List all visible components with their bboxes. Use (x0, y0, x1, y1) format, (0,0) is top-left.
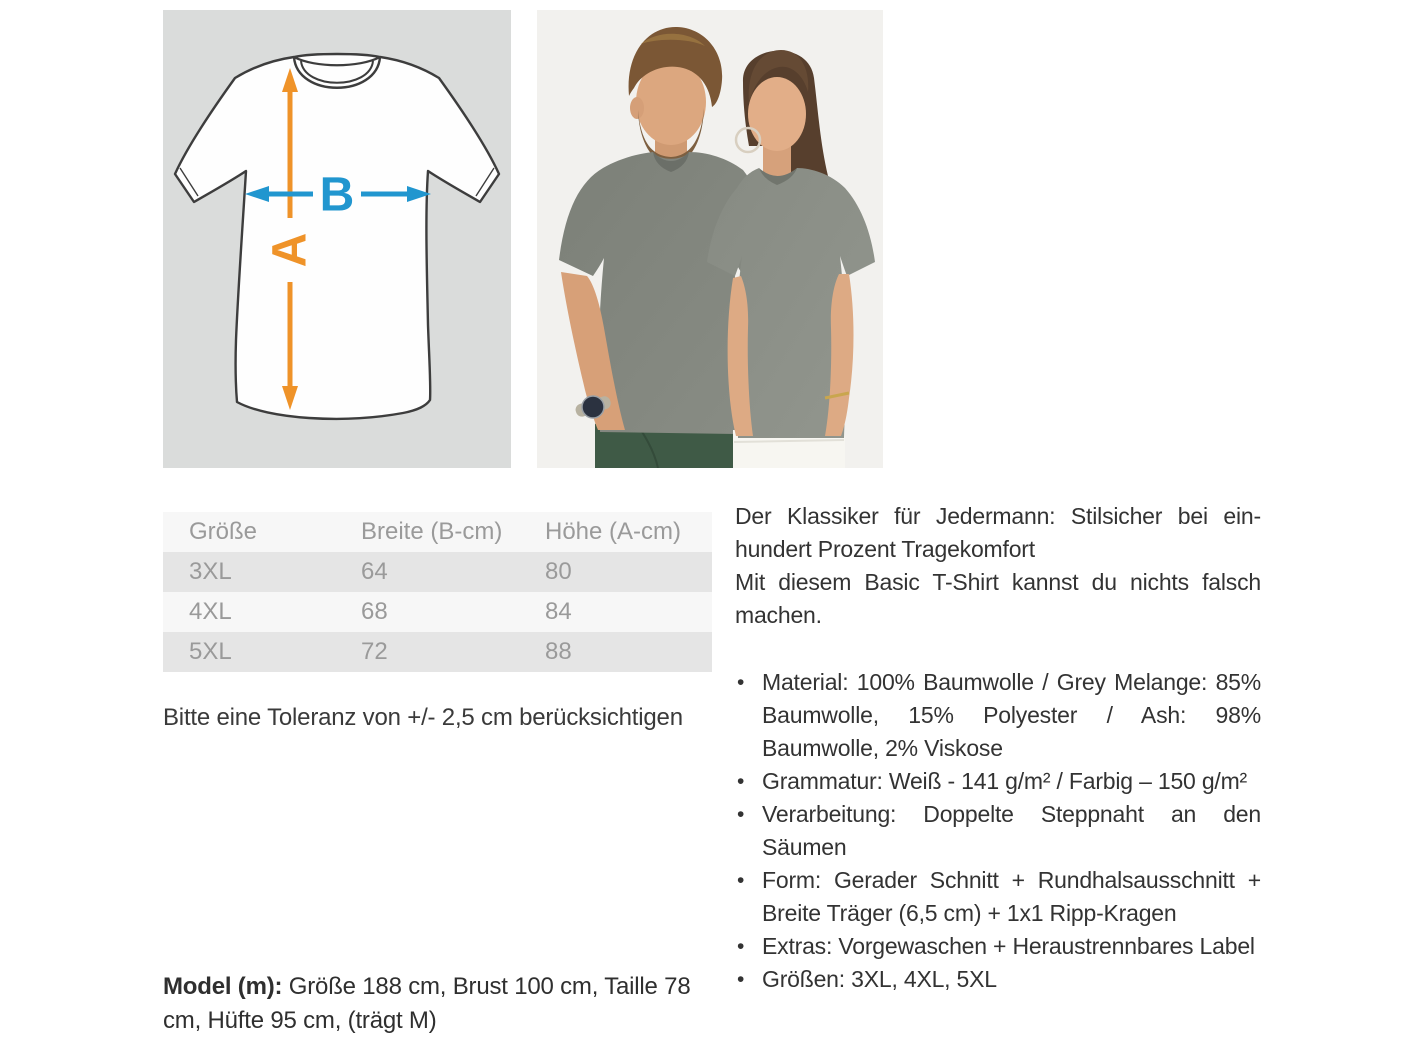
size-info-column (163, 512, 712, 1062)
bullet-icon: • (737, 935, 745, 958)
list-item-extras (735, 930, 1261, 963)
list-item-groessen (735, 963, 1261, 996)
width-arrow-label: B (319, 168, 355, 222)
size-cell: 5XL (189, 638, 232, 665)
list-item-verarbeitung (735, 798, 1261, 864)
table-row (163, 592, 712, 632)
tolerance-note: Bitte eine Toleranz von +/- 2,5 cm berücksichtigen (163, 704, 683, 731)
bullet-icon: • (737, 770, 745, 793)
height-arrow-label: A (263, 232, 317, 268)
tshirt-outline-icon (175, 54, 499, 419)
width-column-header: Breite (B-cm) (361, 518, 503, 545)
couple-photo-illustration (537, 10, 883, 468)
list-item-text: Verarbeitung: Doppelte Steppnaht an den Säumen (762, 801, 1261, 860)
bullet-icon: • (737, 803, 745, 826)
height-cell: 84 (545, 598, 572, 625)
size-cell: 3XL (189, 558, 232, 585)
model-info-label: Model (m): (163, 973, 283, 1000)
model-info-text: Größe 188 cm, Brust 100 cm, Taille 78 cm, Hüfte 95 cm, (trägt M) (163, 973, 691, 1034)
size-column-header: Größe (189, 518, 258, 545)
feature-list (735, 666, 1261, 996)
size-diagram-box (163, 10, 511, 468)
width-cell: 64 (361, 558, 388, 585)
product-photo (537, 10, 883, 468)
height-cell: 88 (545, 638, 572, 665)
width-cell: 72 (361, 638, 388, 665)
tshirt-measurement-graphic (163, 10, 511, 468)
bullet-icon: • (737, 968, 745, 991)
size-table-header-row (163, 512, 712, 552)
model-info (163, 970, 708, 1038)
size-table (163, 512, 712, 672)
description-paragraph: Der Klassiker für Jedermann: Stilsicher bei ein-hundert Prozent Tragekomfort (735, 503, 1261, 562)
bullet-icon: • (737, 869, 745, 892)
bullet-icon: • (737, 671, 745, 694)
description-paragraph: Mit diesem Basic T-Shirt kannst du nichts falsch machen. (735, 569, 1261, 628)
list-item-text: Material: 100% Baumwolle / Grey Melange: 85% Baumwolle, 15% Polyester / Ash: 98% Baumwolle, 2% Viskose (762, 669, 1261, 761)
list-item-text: Form: Gerader Schnitt + Rundhalsausschnitt + Breite Träger (6,5 cm) + 1x1 Ripp-Kragen (762, 867, 1261, 926)
list-item-form (735, 864, 1261, 930)
height-column-header: Höhe (A-cm) (545, 518, 682, 545)
product-description (735, 500, 1261, 996)
list-item-text: Größen: 3XL, 4XL, 5XL (762, 966, 997, 992)
table-row (163, 632, 712, 672)
list-item-material (735, 666, 1261, 765)
size-cell: 4XL (189, 598, 232, 625)
list-item-text: Extras: Vorgewaschen + Heraustrennbares Label (762, 933, 1255, 959)
width-cell: 68 (361, 598, 388, 625)
list-item-text: Grammatur: Weiß - 141 g/m² / Farbig – 150 g/m² (762, 768, 1248, 794)
list-item-grammatur (735, 765, 1261, 798)
height-cell: 80 (545, 558, 572, 585)
table-row (163, 552, 712, 592)
